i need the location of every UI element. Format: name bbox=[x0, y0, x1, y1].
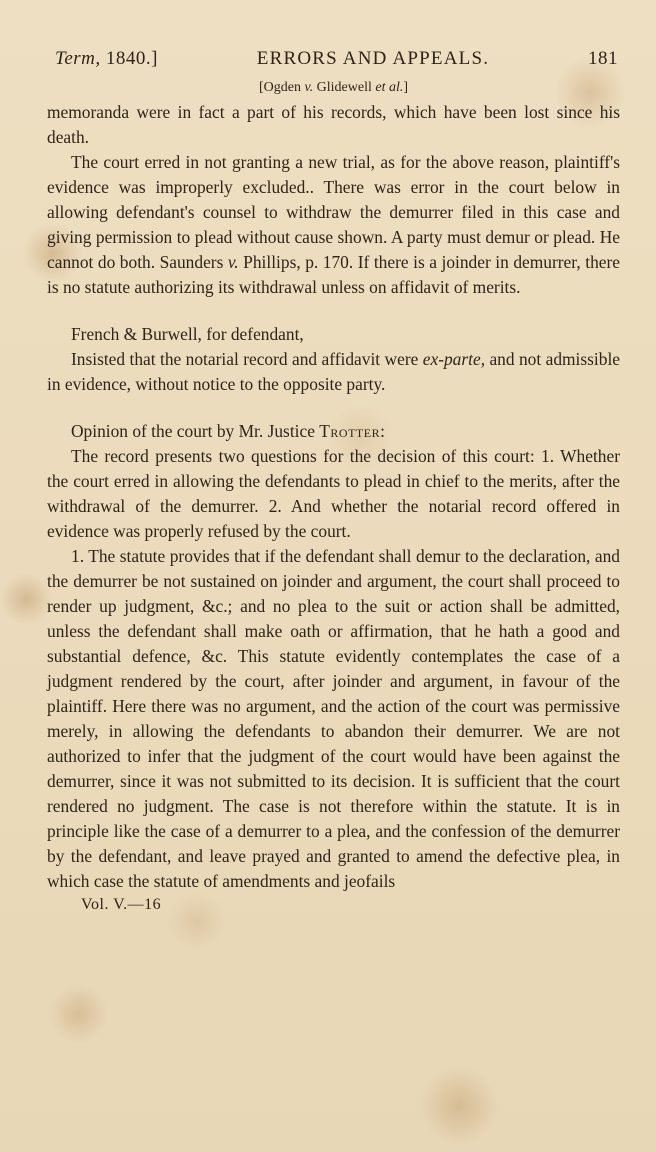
case-reference: [Ogden v. Glidewell et al.] bbox=[258, 80, 409, 95]
signature-mark: Vol. V.—16 bbox=[81, 896, 162, 913]
running-header bbox=[55, 48, 620, 70]
paragraph-opinion-intro: Opinion of the court by Mr. Justice Trotter: bbox=[71, 421, 386, 441]
page-number: 181 bbox=[588, 48, 618, 69]
paragraph-continued: memoranda were in fact a part of his records, which have been lost since his death. bbox=[47, 102, 620, 147]
paragraph-defendant-counsel: French & Burwell, for defendant, bbox=[71, 324, 304, 344]
header-title: ERRORS AND APPEALS. bbox=[256, 48, 490, 69]
paragraph-first-question: 1. The statute provides that if the defendant shall demur to the declaration, and the demurrer be not sustained on joinder and argument, the court shall proceed to render up judgment, &c.; and no plea to the suit or action shall be admitted, unless the defendant shall make oath or affirmation, that he hath a good and substantial defence, &c. This statute evidently contemplates the case of a judgment rendered by the court, after joinder and argument, in favour of the plaintiff. Here there was no argument, and the action of the court was permissive merely, in allowing the defendants to abandon their demurrer. We are not authorized to infer that the judgment of the court would have been against the demurrer, since it was not submitted to its decision. It is sufficient that the court rendered no judgment. The case is not therefore within the statute. It is in principle like the case of a demurrer to a plea, and the confession of the demurrer by the defendant, and leave prayed and granted to amend the defective plea, in which case the statute of amendments and jeofails bbox=[47, 546, 620, 891]
header-term: Term, 1840.] bbox=[55, 48, 158, 69]
paragraph-defendant-argument: Insisted that the notarial record and affidavit were ex-parte, and not admissible in evidence, without notice to the opposite party. bbox=[47, 349, 621, 394]
paragraph-questions: The record presents two questions for the decision of this court: 1. Whether the court erred in allowing the defendants to plead in chief to the merits, after the withdrawal of the demurrer. 2. And whether the notarial record offered in evidence was properly refused by the court. bbox=[47, 446, 620, 541]
paragraph-errors-argument: The court erred in not granting a new trial, as for the above reason, plaintiff's evidence was improperly excluded.. There was error in the court below in allowing defendant's counsel to withdraw the demurrer filed in this case and giving permission to plead without cause shown. A party must demur or plead. He cannot do both. Saunders v. Phillips, p. 170. If there is a joinder in demurrer, there is no statute authorizing its withdrawal unless on affidavit of merits. bbox=[47, 152, 620, 297]
